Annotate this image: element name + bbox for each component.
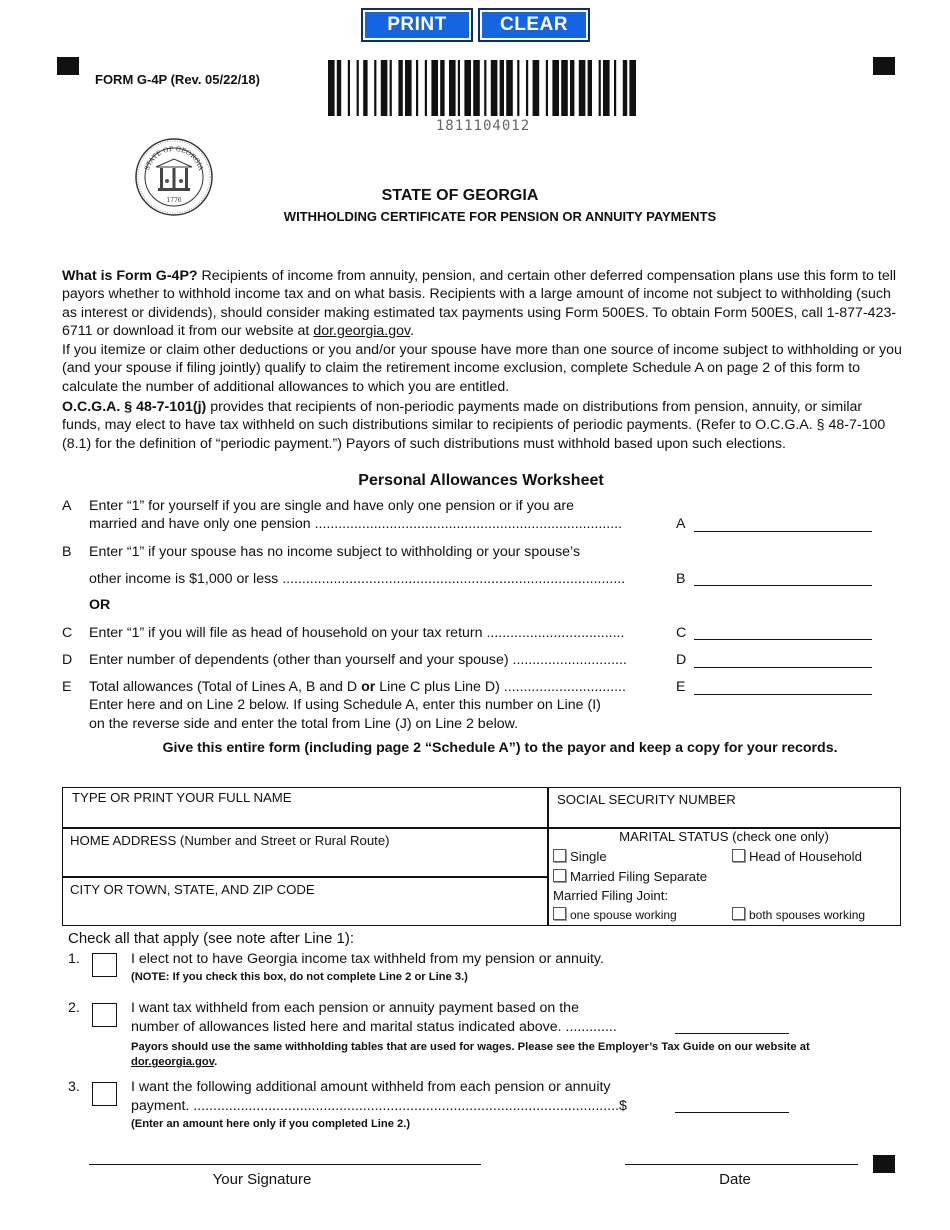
page-title: STATE OF GEORGIA — [381, 187, 539, 204]
home-address-label: HOME ADDRESS (Number and Street or Rural Route) — [70, 833, 390, 848]
marital-status-title: MARITAL STATUS (check one only) — [619, 829, 829, 844]
line-a-field[interactable] — [694, 531, 872, 532]
mfs-option[interactable]: Married Filing Separate — [553, 869, 707, 884]
barcode-number: 1811104012 — [435, 118, 531, 134]
single-option[interactable]: Single — [553, 849, 607, 864]
page-subtitle: WITHHOLDING CERTIFICATE FOR PENSION OR ANNUITY PAYMENTS — [283, 209, 717, 224]
city-label: CITY OR TOWN, STATE, AND ZIP CODE — [70, 882, 315, 897]
or-label: OR — [89, 597, 111, 613]
line-e-note-2: on the reverse side and enter the total from Line (J) on Line 2 below. — [89, 716, 519, 732]
mfj-label: Married Filing Joint: — [553, 888, 669, 903]
item-1-number: 1. — [68, 951, 80, 967]
item-2-number: 2. — [68, 1000, 80, 1016]
hoh-checkbox[interactable] — [732, 849, 745, 862]
signature-line[interactable] — [89, 1164, 481, 1165]
city-field[interactable] — [62, 876, 549, 926]
marital-status-box — [547, 827, 901, 926]
line-d-text: Enter number of dependents (other than yourself and your spouse) ............................. — [89, 652, 627, 668]
registration-mark-top-left — [57, 57, 79, 75]
line-a-end: A — [676, 516, 686, 532]
item-2-note: Payors should use the same withholding tables that are used for wages. Please see the Employer’s Tax Guide on our website at dor.georgia.gov. — [131, 1041, 810, 1068]
date-label: Date — [719, 1171, 751, 1188]
line-e-letter: E — [62, 679, 72, 695]
allowances-field[interactable] — [675, 1033, 789, 1034]
schedule-a-paragraph: If you itemize or claim other deductions or you and/or your spouse have more than one source of income subject to withholding or you (and your spouse if filing jointly) qualify to claim the retirement income exclusion, complete Schedule A on page 2 of this form to calculate the number of additional allowances to which you are entitled. — [62, 342, 902, 395]
line-c-field[interactable] — [694, 639, 872, 640]
worksheet-title: Personal Allowances Worksheet — [358, 472, 604, 489]
registration-mark-top-right — [873, 57, 895, 75]
ssn-label: SOCIAL SECURITY NUMBER — [557, 792, 736, 807]
ssn-field[interactable] — [547, 787, 901, 829]
barcode — [328, 60, 638, 116]
both-spouses-option[interactable]: both spouses working — [732, 907, 865, 922]
intro-paragraph: What is Form G-4P? Recipients of income from annuity, pension, and certain other deferred compensation plans use this form to tell payors whether to withhold income tax and on what basis. Recipients with a large amount of income not subject to withholding (such as interest or dividends), should consider making estimated tax payments using Form 500ES. To obtain Form 500ES, call 1-877-423-6711 or download it from our website at dor.georgia.gov. — [62, 268, 897, 339]
full-name-field[interactable] — [62, 787, 549, 829]
line-e-text: Total allowances (Total of Lines A, B and D or Line C plus Line D) ............................... — [89, 679, 626, 695]
single-checkbox[interactable] — [553, 849, 566, 862]
item-2-text-2: number of allowances listed here and marital status indicated above. ............. — [131, 1019, 617, 1035]
line-c-end: C — [676, 625, 687, 641]
home-address-field[interactable] — [62, 827, 549, 878]
website-link-2[interactable]: dor.georgia.gov — [131, 1056, 215, 1068]
clear-button[interactable]: CLEAR — [478, 8, 590, 42]
website-link[interactable]: dor.georgia.gov — [313, 322, 411, 339]
item-3-text-2: payment. ............................................................................................................$ — [131, 1098, 627, 1114]
registration-mark-bottom-right — [873, 1155, 895, 1173]
line-d-field[interactable] — [694, 667, 872, 668]
signature-label: Your Signature — [212, 1171, 312, 1188]
line-b-text-2: other income is $1,000 or less ....................................................................................... — [89, 571, 626, 587]
mfs-checkbox[interactable] — [553, 869, 566, 882]
line-c-letter: C — [62, 625, 73, 641]
line-e-end: E — [676, 679, 686, 695]
additional-amount-field[interactable] — [675, 1112, 789, 1113]
form-number: FORM G-4P (Rev. 05/22/18) — [95, 72, 260, 87]
full-name-label: TYPE OR PRINT YOUR FULL NAME — [72, 790, 292, 805]
hoh-option[interactable]: Head of Household — [732, 849, 862, 864]
item-1-note: (NOTE: If you check this box, do not complete Line 2 or Line 3.) — [131, 971, 468, 983]
item-3-checkbox[interactable] — [92, 1082, 117, 1106]
line-b-end: B — [676, 571, 686, 587]
line-a-text-2: married and have only one pension .............................................................................. — [89, 516, 623, 532]
georgia-seal — [134, 137, 214, 217]
item-2-text: I want tax withheld from each pension or annuity payment based on the — [131, 1000, 579, 1016]
line-d-letter: D — [62, 652, 73, 668]
line-d-end: D — [676, 652, 687, 668]
line-b-text: Enter “1” if your spouse has no income subject to withholding or your spouse’s — [89, 544, 581, 560]
line-c-text: Enter “1” if you will file as head of household on your tax return ................................... — [89, 625, 625, 641]
line-b-letter: B — [62, 544, 72, 560]
line-a-text: Enter “1” for yourself if you are single and have only one pension or if you are — [89, 498, 575, 514]
item-3-text: I want the following additional amount withheld from each pension or annuity — [131, 1079, 611, 1095]
svg-text:1776: 1776 — [166, 197, 182, 204]
one-spouse-checkbox[interactable] — [553, 907, 566, 920]
item-1-checkbox[interactable] — [92, 953, 117, 977]
line-b-field[interactable] — [694, 585, 872, 586]
ocga-paragraph: O.C.G.A. § 48-7-101(j) provides that recipients of non-periodic payments made on distributions from pension, annuity, or similar funds, may elect to have tax withheld on such distributions similar to recipients of periodic payments. (Refer to O.C.G.A. § 48-7-100 (8.1) for the definition of “periodic payment.”) Payors of such distributions must withhold based upon such elections. — [62, 399, 886, 452]
svg-text:STATE OF GEORGIA: STATE OF GEORGIA — [142, 144, 206, 172]
date-line[interactable] — [625, 1164, 858, 1165]
line-e-note-1: Enter here and on Line 2 below. If using Schedule A, enter this number on Line (I) — [89, 697, 601, 713]
item-3-note: (Enter an amount here only if you completed Line 2.) — [131, 1118, 411, 1130]
line-e-field[interactable] — [694, 694, 872, 695]
both-spouses-checkbox[interactable] — [732, 907, 745, 920]
one-spouse-option[interactable]: one spouse working — [553, 907, 677, 922]
line-a-letter: A — [62, 498, 72, 514]
item-1-text: I elect not to have Georgia income tax withheld from my pension or annuity. — [131, 951, 604, 967]
check-all-heading: Check all that apply (see note after Line 1): — [68, 930, 354, 947]
item-3-number: 3. — [68, 1079, 80, 1095]
give-instruction: Give this entire form (including page 2 “Schedule A”) to the payor and keep a copy for your records. — [162, 740, 838, 756]
item-2-checkbox[interactable] — [92, 1003, 117, 1027]
print-button[interactable]: PRINT — [361, 8, 473, 42]
